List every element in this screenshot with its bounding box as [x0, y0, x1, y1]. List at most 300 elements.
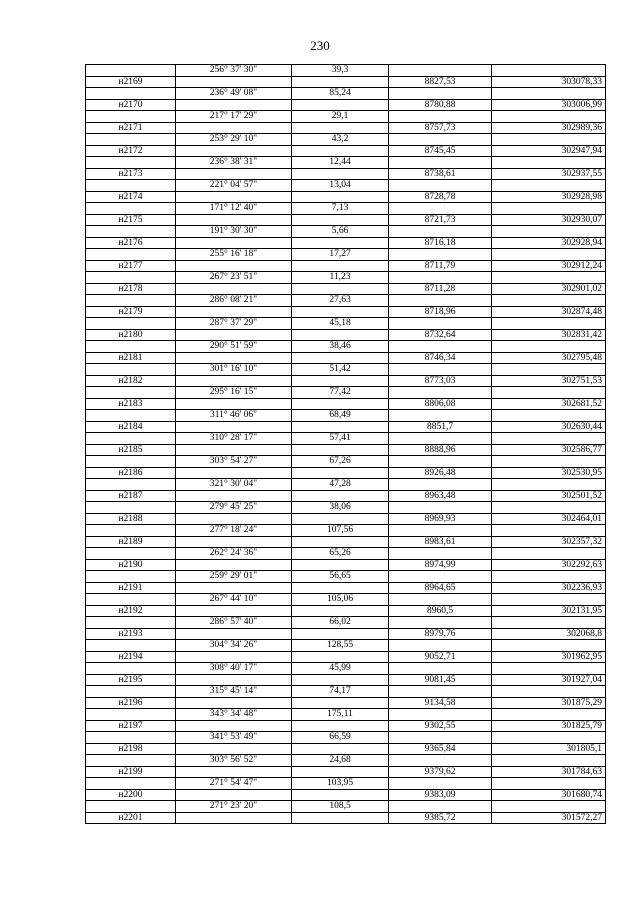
- y-coordinate-cell: [492, 433, 606, 445]
- x-coordinate-cell: 8888,96: [389, 444, 492, 456]
- distance-cell: [292, 605, 389, 617]
- point-name-cell: н2170: [86, 99, 176, 111]
- distance-cell: 128,55: [292, 640, 389, 652]
- table-row: [86, 237, 606, 249]
- distance-cell: 68,49: [292, 410, 389, 422]
- x-coordinate-cell: 8974,99: [389, 559, 492, 571]
- table-row: [86, 260, 606, 272]
- x-coordinate-cell: 8757,73: [389, 122, 492, 134]
- y-coordinate-cell: 302630,44: [492, 421, 606, 433]
- table-row: [86, 513, 606, 525]
- table-row: [86, 272, 606, 284]
- x-coordinate-cell: 8738,61: [389, 168, 492, 180]
- distance-cell: 57,41: [292, 433, 389, 445]
- direction-angle-cell: [176, 99, 292, 111]
- direction-angle-cell: [176, 444, 292, 456]
- table-row: [86, 122, 606, 134]
- point-name-cell: н2198: [86, 743, 176, 755]
- y-coordinate-cell: 301680,74: [492, 789, 606, 801]
- x-coordinate-cell: 8711,79: [389, 260, 492, 272]
- x-coordinate-cell: [389, 203, 492, 215]
- point-name-cell: [86, 341, 176, 353]
- table-row: [86, 421, 606, 433]
- distance-cell: 66,59: [292, 732, 389, 744]
- point-name-cell: [86, 640, 176, 652]
- y-coordinate-cell: [492, 364, 606, 376]
- direction-angle-cell: [176, 605, 292, 617]
- x-coordinate-cell: [389, 456, 492, 468]
- x-coordinate-cell: [389, 272, 492, 284]
- point-name-cell: [86, 502, 176, 514]
- direction-angle-cell: 343° 34' 48": [176, 709, 292, 721]
- x-coordinate-cell: [389, 410, 492, 422]
- distance-cell: [292, 375, 389, 387]
- point-name-cell: [86, 617, 176, 629]
- point-name-cell: [86, 755, 176, 767]
- table-row: [86, 789, 606, 801]
- direction-angle-cell: [176, 375, 292, 387]
- y-coordinate-cell: 301825,79: [492, 720, 606, 732]
- direction-angle-cell: [176, 398, 292, 410]
- y-coordinate-cell: 303006,99: [492, 99, 606, 111]
- y-coordinate-cell: [492, 203, 606, 215]
- direction-angle-cell: [176, 329, 292, 341]
- y-coordinate-cell: [492, 778, 606, 790]
- table-row: [86, 628, 606, 640]
- direction-angle-cell: 287° 37' 29": [176, 318, 292, 330]
- point-name-cell: [86, 203, 176, 215]
- direction-angle-cell: 303° 56' 52": [176, 755, 292, 767]
- x-coordinate-cell: [389, 364, 492, 376]
- x-coordinate-cell: 9385,72: [389, 812, 492, 824]
- table-row: [86, 214, 606, 226]
- table-row: [86, 168, 606, 180]
- direction-angle-cell: 259° 29' 01": [176, 571, 292, 583]
- y-coordinate-cell: [492, 594, 606, 606]
- direction-angle-cell: 271° 23' 20": [176, 801, 292, 813]
- x-coordinate-cell: 8960,5: [389, 605, 492, 617]
- y-coordinate-cell: [492, 295, 606, 307]
- table-row: [86, 743, 606, 755]
- distance-cell: [292, 306, 389, 318]
- table-row: [86, 433, 606, 445]
- coordinates-table: [85, 64, 606, 824]
- point-name-cell: н2169: [86, 76, 176, 88]
- point-name-cell: н2174: [86, 191, 176, 203]
- point-name-cell: н2181: [86, 352, 176, 364]
- distance-cell: [292, 812, 389, 824]
- point-name-cell: н2186: [86, 467, 176, 479]
- point-name-cell: [86, 525, 176, 537]
- direction-angle-cell: 341° 53' 49": [176, 732, 292, 744]
- distance-cell: 12,44: [292, 157, 389, 169]
- y-coordinate-cell: [492, 571, 606, 583]
- x-coordinate-cell: [389, 226, 492, 238]
- table-row: [86, 65, 606, 77]
- direction-angle-cell: [176, 490, 292, 502]
- y-coordinate-cell: 302928,94: [492, 237, 606, 249]
- distance-cell: 51,42: [292, 364, 389, 376]
- y-coordinate-cell: 302901,02: [492, 283, 606, 295]
- x-coordinate-cell: [389, 502, 492, 514]
- point-name-cell: н2187: [86, 490, 176, 502]
- point-name-cell: [86, 226, 176, 238]
- direction-angle-cell: 262° 24' 36": [176, 548, 292, 560]
- direction-angle-cell: [176, 720, 292, 732]
- y-coordinate-cell: 301784,63: [492, 766, 606, 778]
- point-name-cell: н2199: [86, 766, 176, 778]
- direction-angle-cell: 236° 49' 08": [176, 88, 292, 100]
- y-coordinate-cell: 301805,1: [492, 743, 606, 755]
- distance-cell: 67,26: [292, 456, 389, 468]
- point-name-cell: [86, 778, 176, 790]
- distance-cell: 175,11: [292, 709, 389, 721]
- point-name-cell: н2190: [86, 559, 176, 571]
- x-coordinate-cell: 8780,88: [389, 99, 492, 111]
- y-coordinate-cell: 302947,94: [492, 145, 606, 157]
- direction-angle-cell: 279° 45' 25": [176, 502, 292, 514]
- y-coordinate-cell: 301927,04: [492, 674, 606, 686]
- x-coordinate-cell: 8745,45: [389, 145, 492, 157]
- y-coordinate-cell: [492, 134, 606, 146]
- x-coordinate-cell: [389, 525, 492, 537]
- table-row: [86, 99, 606, 111]
- distance-cell: [292, 789, 389, 801]
- distance-cell: [292, 697, 389, 709]
- x-coordinate-cell: 8963,48: [389, 490, 492, 502]
- point-name-cell: н2177: [86, 260, 176, 272]
- table-body: [86, 65, 606, 824]
- y-coordinate-cell: 302912,24: [492, 260, 606, 272]
- point-name-cell: н2172: [86, 145, 176, 157]
- x-coordinate-cell: [389, 755, 492, 767]
- direction-angle-cell: 191° 30' 30": [176, 226, 292, 238]
- x-coordinate-cell: 9302,55: [389, 720, 492, 732]
- y-coordinate-cell: 302874,48: [492, 306, 606, 318]
- point-name-cell: [86, 571, 176, 583]
- y-coordinate-cell: 301572,27: [492, 812, 606, 824]
- distance-cell: 45,99: [292, 663, 389, 675]
- point-name-cell: [86, 249, 176, 261]
- table-row: [86, 352, 606, 364]
- table-row: [86, 732, 606, 744]
- direction-angle-cell: 286° 08' 21": [176, 295, 292, 307]
- distance-cell: [292, 674, 389, 686]
- table-row: [86, 640, 606, 652]
- direction-angle-cell: [176, 306, 292, 318]
- y-coordinate-cell: [492, 663, 606, 675]
- x-coordinate-cell: [389, 249, 492, 261]
- x-coordinate-cell: 8746,34: [389, 352, 492, 364]
- point-name-cell: [86, 709, 176, 721]
- point-name-cell: [86, 157, 176, 169]
- distance-cell: [292, 122, 389, 134]
- table-row: [86, 479, 606, 491]
- x-coordinate-cell: [389, 111, 492, 123]
- distance-cell: 39,3: [292, 65, 389, 77]
- direction-angle-cell: 171° 12' 40": [176, 203, 292, 215]
- y-coordinate-cell: 301962,95: [492, 651, 606, 663]
- x-coordinate-cell: [389, 479, 492, 491]
- table-row: [86, 651, 606, 663]
- point-name-cell: [86, 548, 176, 560]
- x-coordinate-cell: [389, 341, 492, 353]
- y-coordinate-cell: [492, 456, 606, 468]
- table-row: [86, 410, 606, 422]
- point-name-cell: [86, 272, 176, 284]
- point-name-cell: [86, 410, 176, 422]
- x-coordinate-cell: [389, 295, 492, 307]
- point-name-cell: [86, 732, 176, 744]
- direction-angle-cell: [176, 743, 292, 755]
- y-coordinate-cell: [492, 180, 606, 192]
- distance-cell: [292, 352, 389, 364]
- x-coordinate-cell: 9134,58: [389, 697, 492, 709]
- direction-angle-cell: 253° 29' 10": [176, 134, 292, 146]
- distance-cell: [292, 145, 389, 157]
- x-coordinate-cell: 9365,84: [389, 743, 492, 755]
- table-row: [86, 582, 606, 594]
- distance-cell: 66,02: [292, 617, 389, 629]
- direction-angle-cell: [176, 260, 292, 272]
- x-coordinate-cell: [389, 571, 492, 583]
- table-row: [86, 697, 606, 709]
- point-name-cell: н2183: [86, 398, 176, 410]
- table-row: [86, 720, 606, 732]
- distance-cell: [292, 743, 389, 755]
- y-coordinate-cell: [492, 272, 606, 284]
- direction-angle-cell: 315° 45' 14": [176, 686, 292, 698]
- table-row: [86, 766, 606, 778]
- direction-angle-cell: [176, 628, 292, 640]
- y-coordinate-cell: [492, 755, 606, 767]
- distance-cell: [292, 76, 389, 88]
- x-coordinate-cell: [389, 65, 492, 77]
- point-name-cell: н2194: [86, 651, 176, 663]
- y-coordinate-cell: [492, 249, 606, 261]
- direction-angle-cell: [176, 513, 292, 525]
- point-name-cell: н2195: [86, 674, 176, 686]
- distance-cell: [292, 260, 389, 272]
- x-coordinate-cell: [389, 180, 492, 192]
- distance-cell: 85,24: [292, 88, 389, 100]
- distance-cell: 47,28: [292, 479, 389, 491]
- distance-cell: 65,26: [292, 548, 389, 560]
- table-row: [86, 318, 606, 330]
- x-coordinate-cell: 8979,76: [389, 628, 492, 640]
- point-name-cell: н2178: [86, 283, 176, 295]
- table-row: [86, 571, 606, 583]
- x-coordinate-cell: 8728,78: [389, 191, 492, 203]
- direction-angle-cell: [176, 237, 292, 249]
- direction-angle-cell: [176, 283, 292, 295]
- distance-cell: 56,65: [292, 571, 389, 583]
- x-coordinate-cell: [389, 433, 492, 445]
- table-row: [86, 88, 606, 100]
- direction-angle-cell: [176, 789, 292, 801]
- direction-angle-cell: 311° 46' 06": [176, 410, 292, 422]
- point-name-cell: [86, 686, 176, 698]
- distance-cell: [292, 444, 389, 456]
- y-coordinate-cell: 302068,8: [492, 628, 606, 640]
- point-name-cell: [86, 663, 176, 675]
- table-row: [86, 755, 606, 767]
- x-coordinate-cell: 8773,03: [389, 375, 492, 387]
- point-name-cell: [86, 111, 176, 123]
- distance-cell: [292, 421, 389, 433]
- y-coordinate-cell: 302751,53: [492, 375, 606, 387]
- y-coordinate-cell: [492, 709, 606, 721]
- x-coordinate-cell: [389, 88, 492, 100]
- table-row: [86, 203, 606, 215]
- distance-cell: [292, 214, 389, 226]
- x-coordinate-cell: 9379,62: [389, 766, 492, 778]
- table-row: [86, 812, 606, 824]
- direction-angle-cell: [176, 352, 292, 364]
- distance-cell: 29,1: [292, 111, 389, 123]
- x-coordinate-cell: [389, 387, 492, 399]
- table-row: [86, 548, 606, 560]
- direction-angle-cell: 217° 17' 29": [176, 111, 292, 123]
- direction-angle-cell: 277° 18' 24": [176, 525, 292, 537]
- x-coordinate-cell: 8732,64: [389, 329, 492, 341]
- table-row: [86, 157, 606, 169]
- distance-cell: [292, 99, 389, 111]
- x-coordinate-cell: 8827,53: [389, 76, 492, 88]
- point-name-cell: [86, 88, 176, 100]
- direction-angle-cell: [176, 421, 292, 433]
- y-coordinate-cell: 302292,63: [492, 559, 606, 571]
- point-name-cell: н2188: [86, 513, 176, 525]
- x-coordinate-cell: [389, 709, 492, 721]
- table-row: [86, 191, 606, 203]
- distance-cell: 43,2: [292, 134, 389, 146]
- table-row: [86, 283, 606, 295]
- point-name-cell: н2182: [86, 375, 176, 387]
- x-coordinate-cell: 8718,96: [389, 306, 492, 318]
- y-coordinate-cell: [492, 479, 606, 491]
- x-coordinate-cell: 8711,28: [389, 283, 492, 295]
- distance-cell: [292, 191, 389, 203]
- direction-angle-cell: 304° 34' 26": [176, 640, 292, 652]
- point-name-cell: н2200: [86, 789, 176, 801]
- table-row: [86, 490, 606, 502]
- x-coordinate-cell: [389, 318, 492, 330]
- point-name-cell: н2179: [86, 306, 176, 318]
- distance-cell: [292, 490, 389, 502]
- distance-cell: 13,04: [292, 180, 389, 192]
- x-coordinate-cell: 8851,7: [389, 421, 492, 433]
- distance-cell: [292, 513, 389, 525]
- distance-cell: [292, 536, 389, 548]
- x-coordinate-cell: [389, 134, 492, 146]
- x-coordinate-cell: 9081,45: [389, 674, 492, 686]
- table-row: [86, 594, 606, 606]
- y-coordinate-cell: [492, 801, 606, 813]
- direction-angle-cell: [176, 651, 292, 663]
- y-coordinate-cell: [492, 111, 606, 123]
- distance-cell: 7,13: [292, 203, 389, 215]
- table-row: [86, 134, 606, 146]
- distance-cell: [292, 651, 389, 663]
- y-coordinate-cell: [492, 548, 606, 560]
- direction-angle-cell: 267° 23' 51": [176, 272, 292, 284]
- y-coordinate-cell: 302681,52: [492, 398, 606, 410]
- y-coordinate-cell: 302586,77: [492, 444, 606, 456]
- point-name-cell: н2196: [86, 697, 176, 709]
- point-name-cell: [86, 295, 176, 307]
- table-row: [86, 226, 606, 238]
- table-row: [86, 686, 606, 698]
- x-coordinate-cell: [389, 548, 492, 560]
- y-coordinate-cell: [492, 525, 606, 537]
- direction-angle-cell: 286° 57' 40": [176, 617, 292, 629]
- distance-cell: [292, 467, 389, 479]
- y-coordinate-cell: [492, 88, 606, 100]
- y-coordinate-cell: 303078,33: [492, 76, 606, 88]
- y-coordinate-cell: [492, 387, 606, 399]
- y-coordinate-cell: 302795,48: [492, 352, 606, 364]
- direction-angle-cell: [176, 214, 292, 226]
- x-coordinate-cell: [389, 778, 492, 790]
- y-coordinate-cell: [492, 640, 606, 652]
- table-row: [86, 605, 606, 617]
- x-coordinate-cell: 8806,08: [389, 398, 492, 410]
- table-row: [86, 617, 606, 629]
- direction-angle-cell: [176, 467, 292, 479]
- y-coordinate-cell: 302928,98: [492, 191, 606, 203]
- direction-angle-cell: [176, 766, 292, 778]
- x-coordinate-cell: 8721,73: [389, 214, 492, 226]
- table-row: [86, 709, 606, 721]
- distance-cell: 103,95: [292, 778, 389, 790]
- direction-angle-cell: [176, 76, 292, 88]
- point-name-cell: н2173: [86, 168, 176, 180]
- point-name-cell: н2201: [86, 812, 176, 824]
- table-row: [86, 145, 606, 157]
- table-row: [86, 329, 606, 341]
- x-coordinate-cell: [389, 157, 492, 169]
- table-row: [86, 387, 606, 399]
- distance-cell: [292, 720, 389, 732]
- distance-cell: 17,27: [292, 249, 389, 261]
- table-row: [86, 398, 606, 410]
- y-coordinate-cell: [492, 732, 606, 744]
- y-coordinate-cell: 302937,55: [492, 168, 606, 180]
- x-coordinate-cell: [389, 663, 492, 675]
- distance-cell: [292, 559, 389, 571]
- y-coordinate-cell: [492, 226, 606, 238]
- distance-cell: 24,68: [292, 755, 389, 767]
- point-name-cell: [86, 594, 176, 606]
- point-name-cell: н2192: [86, 605, 176, 617]
- table-row: [86, 663, 606, 675]
- table-row: [86, 249, 606, 261]
- x-coordinate-cell: 8969,93: [389, 513, 492, 525]
- point-name-cell: [86, 318, 176, 330]
- table-row: [86, 456, 606, 468]
- table-row: [86, 180, 606, 192]
- point-name-cell: [86, 387, 176, 399]
- x-coordinate-cell: 8926,48: [389, 467, 492, 479]
- table-row: [86, 111, 606, 123]
- distance-cell: [292, 329, 389, 341]
- table-row: [86, 295, 606, 307]
- table-row: [86, 502, 606, 514]
- point-name-cell: н2189: [86, 536, 176, 548]
- point-name-cell: н2180: [86, 329, 176, 341]
- x-coordinate-cell: [389, 732, 492, 744]
